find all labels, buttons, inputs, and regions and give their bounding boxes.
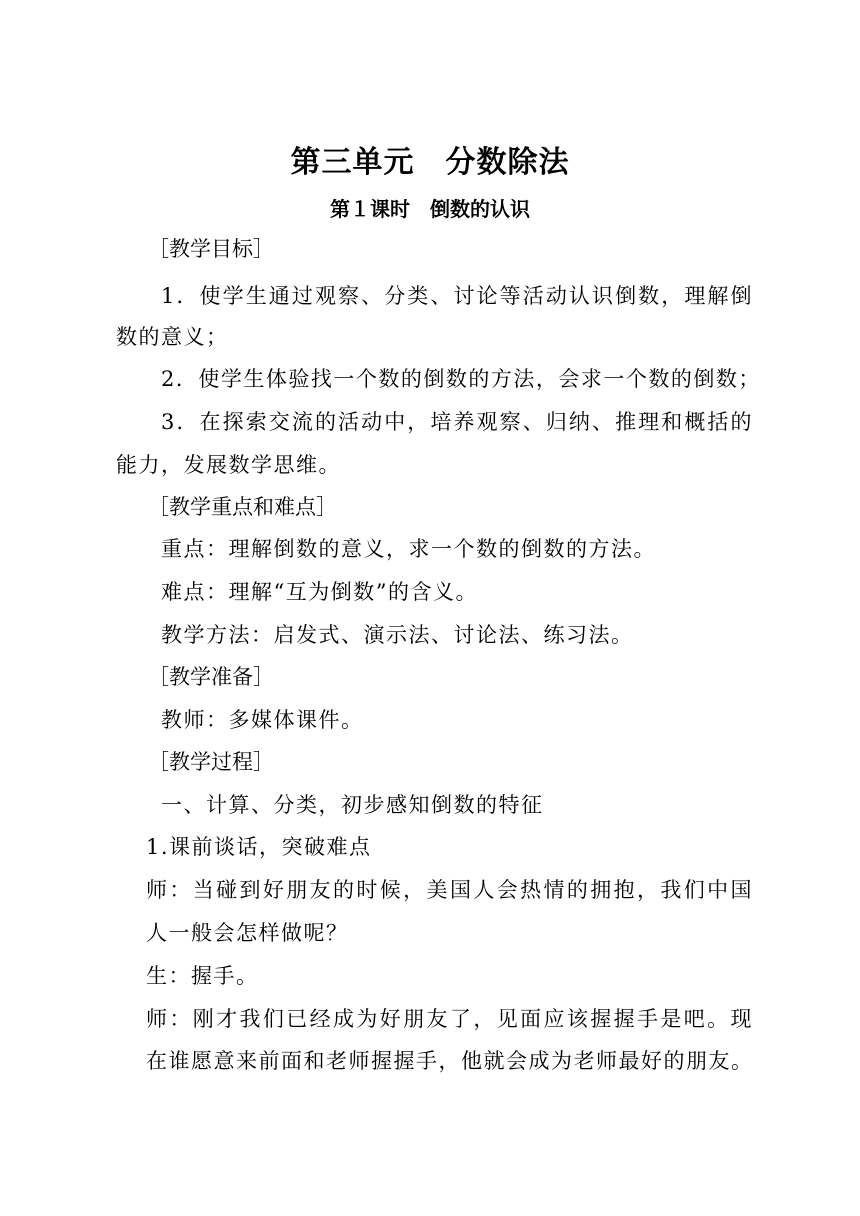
dialog-1-line-2: 人一般会怎样做呢？: [146, 921, 349, 945]
dialog-3-line-2: 在谁愿意来前面和老师握握手，他就会成为老师最好的朋友。: [146, 1049, 754, 1073]
method-text: 教学方法：启发式、演示法、讨论法、练习法。: [161, 623, 634, 647]
objective-2: 2．使学生体验找一个数的倒数的方法，会求一个数的倒数；: [161, 367, 761, 391]
step-1-heading: 一、计算、分类，初步感知倒数的特征: [161, 793, 544, 817]
objective-1-line-2: 数的意义；: [116, 325, 229, 349]
dialog-3-line-1: 师：刚才我们已经成为好朋友了，见面应该握握手是吧。现: [146, 1007, 753, 1031]
objective-1-line-1: 1．使学生通过观察、分类、讨论等活动认识倒数，理解倒: [161, 284, 753, 308]
objective-3-line-2: 能力，发展数学思维。: [116, 453, 341, 477]
dialog-2: 生：握手。: [146, 964, 259, 988]
keypoint-text: 重点：理解倒数的意义，求一个数的倒数的方法。: [161, 537, 656, 561]
page-title: 第三单元 分数除法: [290, 145, 570, 180]
objective-3-line-1: 3．在探索交流的活动中，培养观察、归纳、推理和概括的: [161, 410, 753, 434]
step-1-subheading: 1.课前谈话，突破难点: [146, 835, 372, 859]
difficulty-text: 难点：理解“互为倒数”的含义。: [161, 580, 478, 604]
preparation-heading: ［教学准备］: [148, 665, 274, 689]
process-heading: ［教学过程］: [148, 750, 274, 774]
objectives-heading: ［教学目标］: [148, 237, 274, 261]
lesson-subtitle: 第１课时 倒数的认识: [330, 197, 530, 221]
preparation-text: 教师：多媒体课件。: [161, 708, 364, 732]
dialog-1-line-1: 师：当碰到好朋友的时候，美国人会热情的拥抱，我们中国: [146, 878, 753, 902]
keypoints-heading: ［教学重点和难点］: [148, 495, 337, 519]
